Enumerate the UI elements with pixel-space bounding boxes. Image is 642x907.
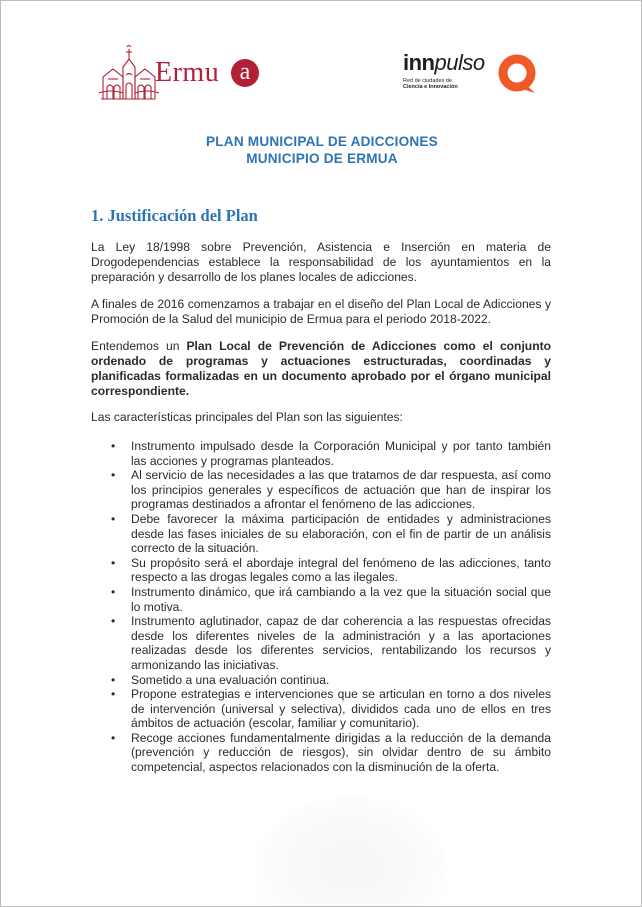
bullet-icon: • bbox=[111, 730, 116, 745]
innpulso-ring-icon bbox=[495, 51, 539, 95]
list-item-text: Su propósito será el abordaje integral del fenómeno de las adicciones, tanto respecto a las drogas legales como a las ilegales. bbox=[131, 555, 551, 585]
list-item-text: Al servicio de las necesidades a las que tratamos de dar respuesta, así como los principios generales y específicos de actuación que han de inspirar los programas destinados a afrontar el fenómeno de las adicciones. bbox=[131, 468, 551, 512]
list-item bbox=[91, 439, 551, 468]
list-item bbox=[91, 731, 551, 775]
list-item-text: Instrumento impulsado desde la Corporación Municipal y por tanto también las acciones y programas planteados. bbox=[131, 439, 551, 468]
watermark bbox=[256, 796, 446, 907]
list-item bbox=[91, 687, 551, 731]
bullet-icon: • bbox=[111, 614, 116, 629]
list-item bbox=[91, 614, 551, 672]
list-item bbox=[91, 468, 551, 512]
list-item-text: Instrumento aglutinador, capaz de dar coherencia a las respuestas ofrecidas desde los diferentes niveles de la administración y a las aportaciones realizadas desde los diferentes servicios, rentabilizando los recursos y armonizando las iniciativas. bbox=[131, 614, 551, 672]
list-item bbox=[91, 556, 551, 585]
innpulso-word-italic: pulso bbox=[434, 50, 485, 75]
ermua-logo bbox=[99, 41, 261, 103]
ermua-wordmark: Ermu bbox=[155, 57, 220, 88]
ermua-circle-badge bbox=[231, 59, 259, 87]
list-item-text: Debe favorecer la máxima participación de entidades y administraciones desde las fases iniciales de su elaboración, con el fin de partir de un análisis correcto de la situación. bbox=[131, 511, 551, 556]
list-item-text: Sometido a una evaluación continua. bbox=[131, 672, 330, 687]
paragraph-3 bbox=[91, 339, 551, 399]
bullet-icon: • bbox=[111, 511, 116, 526]
bullet-icon: • bbox=[111, 687, 116, 702]
list-item bbox=[91, 585, 551, 614]
ermua-building-icon bbox=[99, 41, 159, 103]
bullet-icon: • bbox=[111, 555, 116, 570]
document-title-line-2: MUNICIPIO DE ERMUA bbox=[246, 151, 398, 166]
bullet-icon: • bbox=[111, 584, 116, 599]
bullet-icon: • bbox=[111, 468, 116, 483]
bullet-icon: • bbox=[111, 672, 116, 687]
list-item-text: Instrumento dinámico, que irá cambiando a la vez que la situación social que lo motiva. bbox=[131, 584, 551, 614]
innpulso-subtitle-2: Ciencia e Innovación bbox=[403, 84, 458, 90]
innpulso-subtitle-1: Red de ciudades de bbox=[403, 78, 452, 84]
list-item-text: Propone estrategias e intervenciones que se articulan en torno a dos niveles de intervención (universal y selectiva), divididos cada uno de ellos en tres ámbitos de actuación (escolar, familiar y comunitario). bbox=[131, 687, 551, 731]
document-title-line-1: PLAN MUNICIPAL DE ADICCIONES bbox=[206, 134, 438, 149]
paragraph-3-lead: Entendemos un bbox=[91, 339, 187, 353]
innpulso-logo bbox=[403, 51, 543, 99]
list-item bbox=[91, 673, 551, 688]
innpulso-wordmark bbox=[403, 51, 485, 75]
innpulso-word-bold: inn bbox=[403, 50, 435, 75]
paragraph-3-bold: Plan Local de Prevención de Adicciones como el conjunto ordenado de programas y actuaciones estructuradas, coordinadas y planificadas formalizadas en un documento aprobado por el órgano municipal correspondiente. bbox=[91, 339, 551, 398]
list-item-text: Recoge acciones fundamentalmente dirigidas a la reducción de la demanda (prevención y reducción de riesgos), sin olvidar dentro de su ámbito competencial, aspectos relacionados con la disminución de la oferta. bbox=[131, 730, 551, 775]
characteristics-list bbox=[91, 439, 551, 775]
ermua-circle-letter: a bbox=[239, 59, 251, 85]
section-heading: 1. Justificación del Plan bbox=[91, 206, 258, 225]
bullet-icon: • bbox=[111, 439, 116, 453]
paragraph-1: La Ley 18/1998 sobre Prevención, Asistencia e Inserción en materia de Drogodependencias establece la responsabilidad de los ayuntamientos en la preparación y desarrollo de los planes locales de adicciones. bbox=[91, 240, 551, 284]
paragraph-4: Las características principales del Plan son las siguientes: bbox=[91, 410, 403, 424]
paragraph-2: A finales de 2016 comenzamos a trabajar en el diseño del Plan Local de Adicciones y Promoción de la Salud del municipio de Ermua para el periodo 2018-2022. bbox=[91, 297, 551, 326]
list-item bbox=[91, 512, 551, 556]
